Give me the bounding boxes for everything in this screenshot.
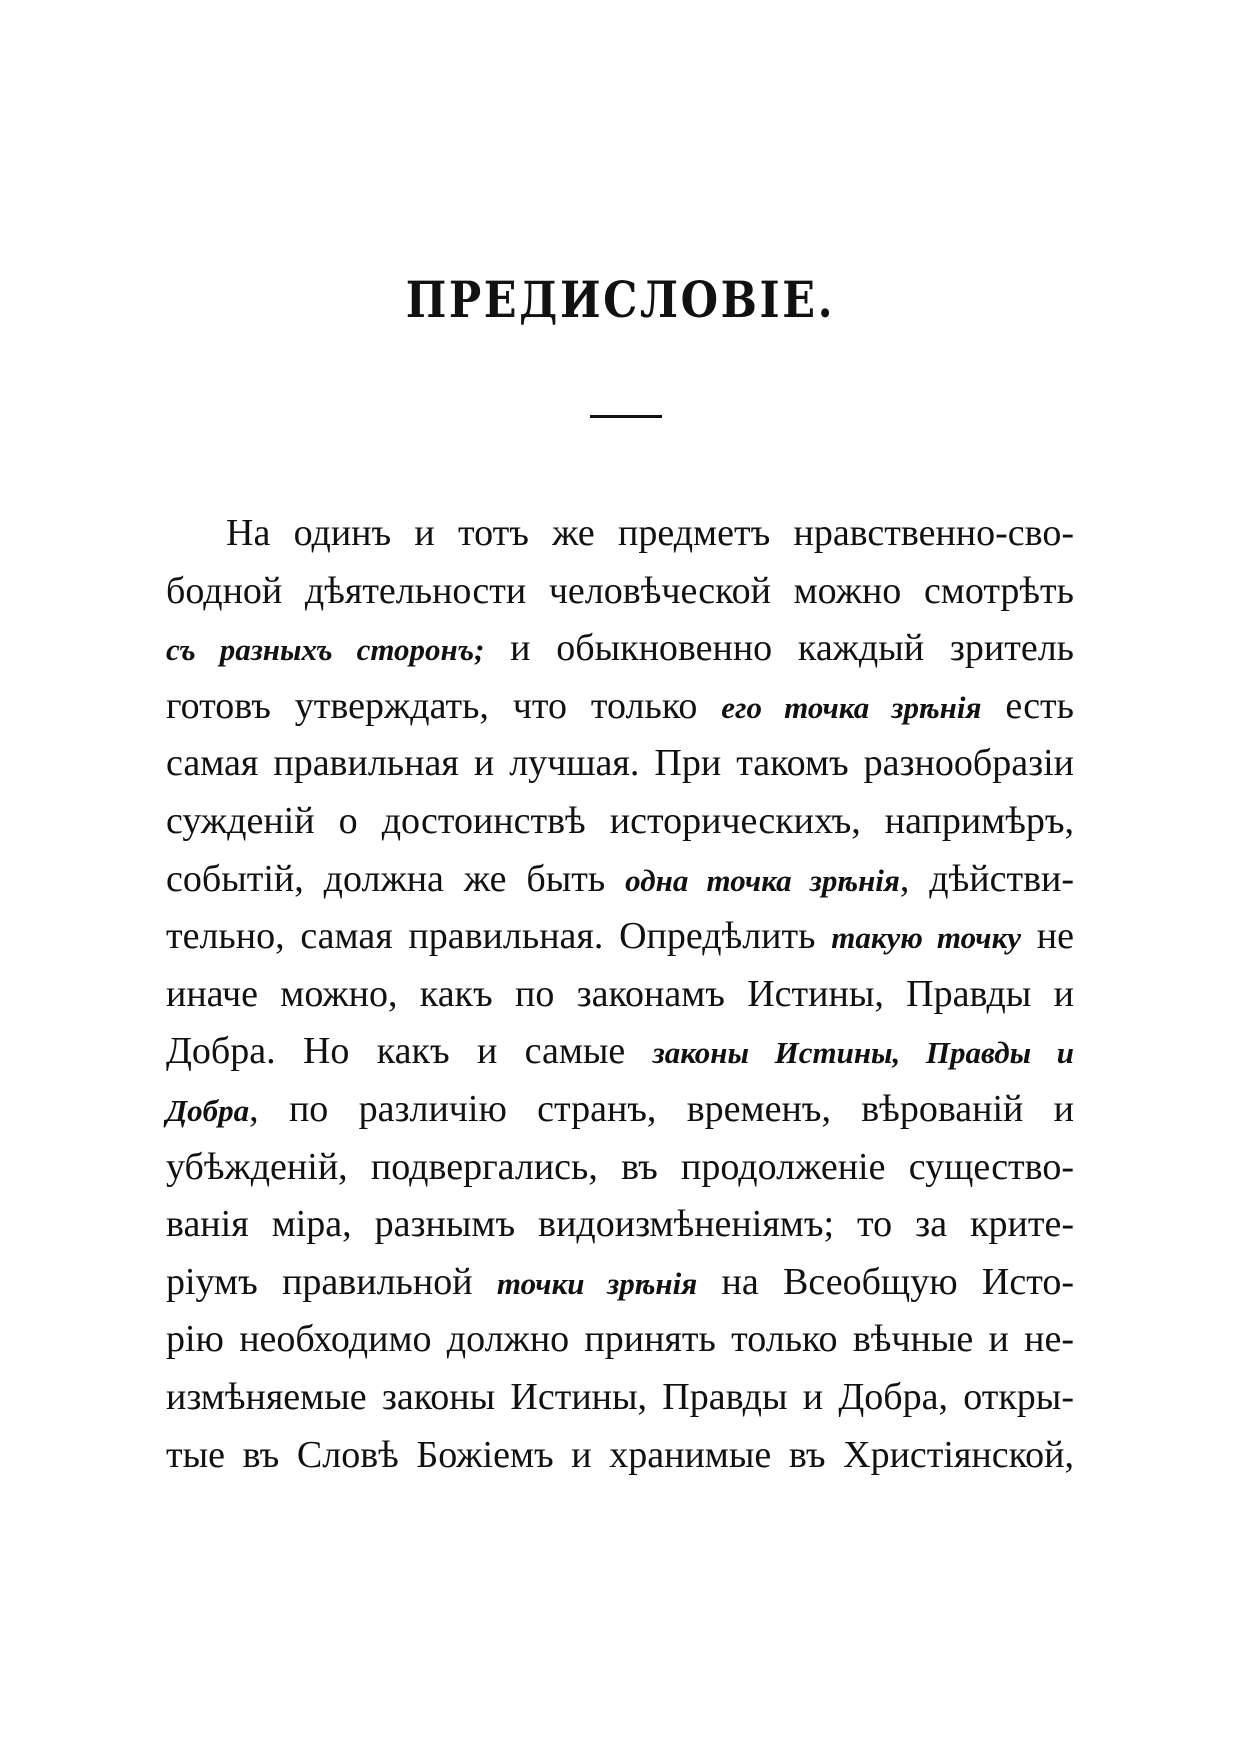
italic-phrase: съ разныхъ сторонъ;: [166, 632, 485, 668]
text-line: ріумъ правильной точки зрѣнія на Всеобщую Исто-: [166, 1260, 1074, 1303]
text-line: рію необходимо должно принять только вѣчные и не-: [166, 1318, 1074, 1361]
text-line: измѣняемые законы Истины, Правды и Добра, откры-: [166, 1375, 1074, 1418]
italic-phrase: точки зрѣнія: [496, 1265, 698, 1301]
italic-phrase: его точка зрѣнія: [721, 689, 982, 725]
italic-phrase: одна точка зрѣнія: [625, 862, 900, 898]
italic-phrase: такую точку: [831, 920, 1022, 956]
text-line: убѣжденій, подвергались, въ продолженіе существо-: [166, 1145, 1074, 1188]
text-line: ванія міра, разнымъ видоизмѣненіямъ; то за крите-: [166, 1203, 1074, 1246]
text-line: сужденій о достоинствѣ историческихъ, напримѣръ,: [166, 799, 1074, 842]
body-paragraph: [166, 505, 1074, 1484]
text-line: тые въ Словѣ Божіемъ и хранимые въ Христіянской,: [166, 1433, 1074, 1476]
text-line: самая правильная и лучшая. При такомъ разнообразіи: [166, 742, 1074, 785]
italic-phrase: законы Истины, Правды и: [652, 1035, 1074, 1071]
text-line: тельно, самая правильная. Опредѣлить такую точку не: [166, 915, 1075, 958]
text-line: Добра, по различію странъ, временъ, вѣрованій и: [166, 1087, 1074, 1130]
page-title: ПРЕДИСЛОВІЕ.: [405, 270, 836, 329]
text-line: На одинъ и тотъ же предметъ нравственно-сво-: [226, 512, 1074, 554]
text-line: съ разныхъ сторонъ; и обыкновенно каждый зритель: [166, 627, 1075, 670]
text-line: иначе можно, какъ по законамъ Истины, Правды и: [166, 972, 1074, 1015]
text-line: Добра. Но какъ и самые законы Истины, Правды и: [166, 1030, 1074, 1073]
text-line: событій, должна же быть одна точка зрѣнія, дѣйстви-: [166, 857, 1075, 900]
italic-phrase: Добра: [166, 1092, 250, 1128]
text-line: бодной дѣятельности человѣческой можно смотрѣть: [166, 569, 1074, 612]
text-line: готовъ утверждать, что только его точка зрѣнія есть: [166, 684, 1074, 727]
title-rule: [590, 415, 662, 418]
